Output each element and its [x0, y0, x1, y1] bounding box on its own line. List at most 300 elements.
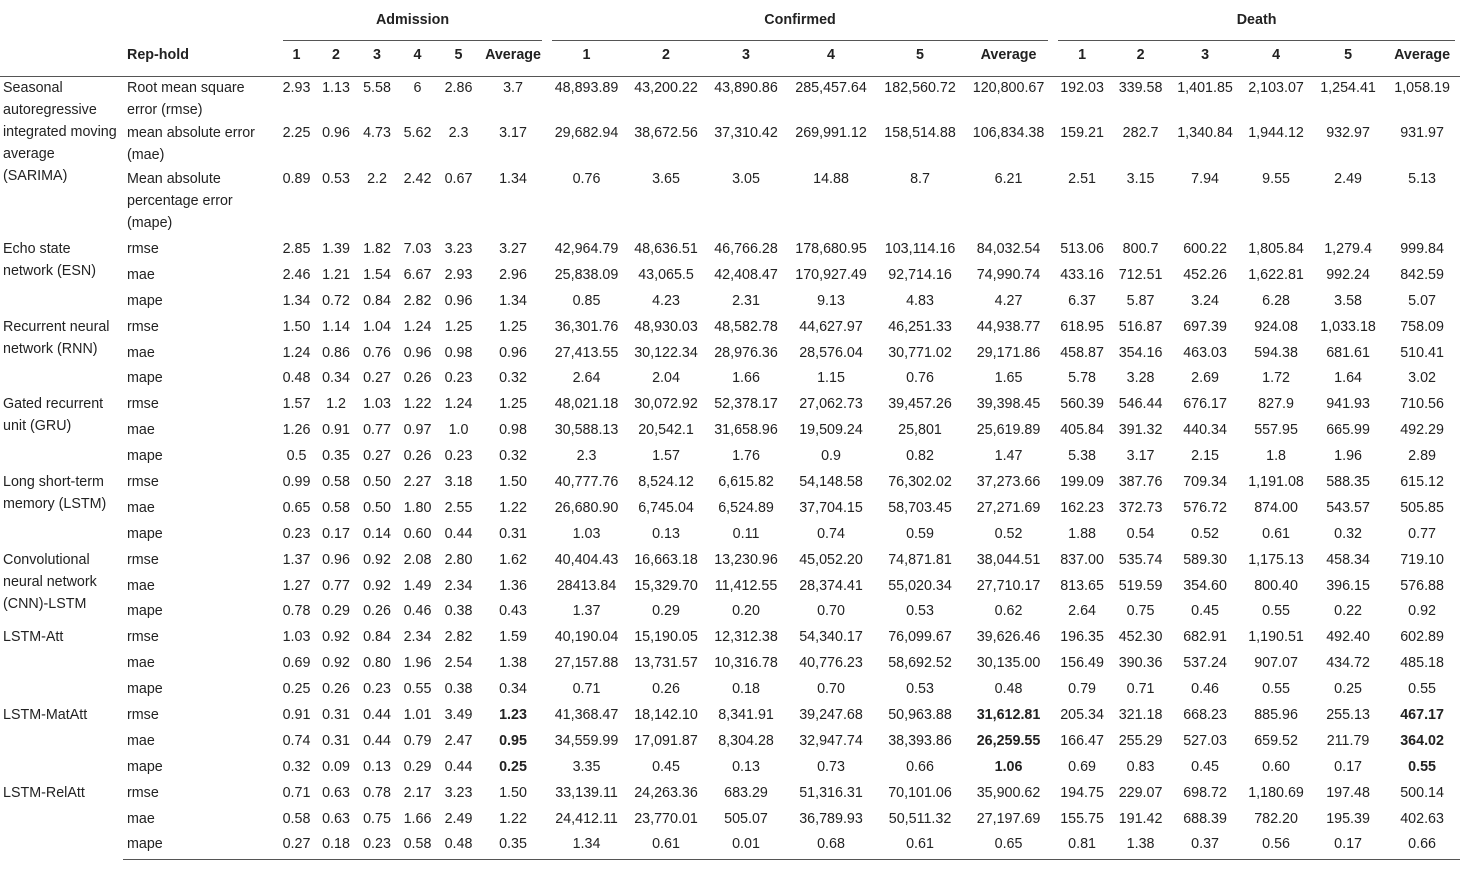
confirmed-value-cell: 58,692.52: [888, 655, 952, 672]
confirmed-value-cell: 30,588.13: [554, 422, 619, 439]
metric-label: Root mean square error (rmse): [127, 80, 245, 118]
confirmed-value-cell: 178,680.95: [795, 241, 867, 257]
death-value-cell: 405.84: [1060, 422, 1104, 439]
table-row: [0, 652, 1460, 678]
death-value-cell: 710.56: [1400, 396, 1444, 413]
confirmed-value-cell: 1.47: [994, 448, 1023, 465]
table-row: [0, 523, 1460, 549]
death-value-cell: 1,805.84: [1248, 241, 1304, 257]
death-value-cell: 618.95: [1060, 318, 1104, 335]
death-value-cell: 0.83: [1126, 758, 1155, 775]
metric-label: rmse: [127, 474, 159, 491]
column-header: 1: [547, 44, 626, 77]
admission-value-cell: 3.27: [499, 241, 527, 257]
table-row: [0, 678, 1460, 704]
death-value-cell: 0.71: [1126, 681, 1155, 698]
confirmed-value-cell: 0.68: [786, 833, 876, 859]
death-value-cell: 665.99: [1326, 422, 1370, 439]
death-value-cell: 527.03: [1183, 732, 1227, 749]
confirmed-value-cell: 1.66: [732, 370, 760, 387]
admission-value-cell: 0.55: [403, 681, 432, 698]
admission-value-cell: 7.03: [403, 241, 432, 257]
table-header: [0, 0, 1460, 77]
confirmed-value-cell: 27,710.17: [976, 577, 1041, 594]
confirmed-value-cell: 25,801: [898, 422, 942, 439]
death-value-cell: 827.9: [1258, 396, 1294, 413]
confirmed-value-cell: 30,072.92: [634, 396, 698, 413]
confirmed-value-cell: 29,171.86: [976, 344, 1041, 361]
death-value-cell: 1,191.08: [1248, 474, 1304, 491]
death-value-cell: 698.72: [1183, 784, 1227, 801]
confirmed-value-cell: 0.70: [817, 681, 845, 698]
death-value-cell: 709.34: [1183, 474, 1227, 491]
confirmed-value-cell: 8,304.28: [718, 732, 774, 749]
confirmed-value-cell: 84,032.54: [976, 241, 1041, 257]
confirmed-value-cell: 2.64: [572, 370, 601, 387]
death-value-cell: 364.02: [1400, 732, 1444, 749]
confirmed-value-cell: 3.35: [572, 758, 601, 775]
admission-value-cell: 4.73: [363, 125, 391, 141]
death-value-cell: 0.55: [1408, 681, 1436, 698]
admission-value-cell: 1.37: [282, 551, 311, 568]
table-row: [0, 264, 1460, 290]
metric-label: rmse: [127, 551, 159, 568]
admission-value-cell: 2.82: [444, 629, 473, 646]
admission-value-cell: 0.38: [444, 603, 473, 620]
column-header: 5: [438, 44, 479, 77]
death-value-cell: 485.18: [1400, 655, 1444, 672]
admission-value-cell: 0.98: [444, 344, 473, 361]
confirmed-value-cell: 32,947.74: [799, 732, 863, 749]
table-row: [0, 756, 1460, 782]
admission-value-cell: 2.80: [444, 551, 473, 568]
death-value-cell: 576.88: [1400, 577, 1444, 594]
admission-value-cell: 1.34: [499, 292, 527, 309]
admission-value-cell: 0.44: [444, 758, 473, 775]
confirmed-value-cell: 0.29: [652, 603, 680, 620]
confirmed-value-cell: 48,021.18: [554, 396, 619, 413]
death-value-cell: 396.15: [1326, 577, 1370, 594]
death-value-cell: 321.18: [1118, 707, 1163, 724]
confirmed-value-cell: 1.57: [652, 448, 680, 465]
death-value-cell: 390.36: [1118, 655, 1163, 672]
death-value-cell: 0.25: [1334, 681, 1362, 698]
confirmed-value-cell: 44,627.97: [799, 318, 863, 335]
group-label: Confirmed: [552, 0, 1048, 41]
admission-value-cell: 2.27: [403, 474, 432, 491]
death-value-cell: 5.38: [1068, 448, 1096, 465]
admission-value-cell: 2.93: [444, 266, 473, 283]
confirmed-value-cell: 1.15: [817, 370, 845, 387]
confirmed-value-cell: 37,310.42: [714, 125, 778, 141]
death-value-cell: 434.72: [1326, 655, 1370, 672]
confirmed-value-cell: 23,770.01: [634, 810, 698, 827]
admission-value-cell: 0.84: [363, 629, 391, 646]
admission-value-cell: 0.44: [444, 525, 473, 542]
admission-value-cell: 2.96: [499, 266, 527, 283]
death-value-cell: 2.51: [1068, 171, 1096, 187]
admission-value-cell: 0.13: [363, 758, 391, 775]
death-value-cell: 719.10: [1400, 551, 1444, 568]
admission-value-cell: 2.2: [367, 171, 387, 187]
metric-label: rmse: [127, 396, 159, 413]
death-value-cell: 1,279.4: [1324, 241, 1372, 257]
admission-value-cell: 0.35: [479, 833, 547, 859]
metric-label: mae: [127, 422, 155, 439]
admission-value-cell: 0.50: [363, 474, 391, 491]
death-value-cell: 2.15: [1191, 448, 1219, 465]
death-value-cell: 3.02: [1408, 370, 1436, 387]
confirmed-value-cell: 12,312.38: [714, 629, 778, 646]
confirmed-value-cell: 13,731.57: [634, 655, 698, 672]
admission-value-cell: 1.13: [322, 80, 350, 96]
column-header: 2: [1111, 44, 1170, 77]
confirmed-value-cell: 0.01: [706, 833, 786, 859]
confirmed-value-cell: 41,368.47: [554, 707, 619, 724]
admission-value-cell: 1.34: [282, 292, 311, 309]
confirmed-value-cell: 0.53: [906, 681, 934, 698]
admission-value-cell: 0.58: [397, 833, 438, 859]
confirmed-value-cell: 34,559.99: [554, 732, 619, 749]
confirmed-value-cell: 40,190.04: [554, 629, 619, 646]
death-value-cell: 3.28: [1126, 370, 1155, 387]
death-value-cell: 1,180.69: [1248, 784, 1304, 801]
confirmed-value-cell: 170,927.49: [795, 266, 867, 283]
model-name: LSTM-RelAtt: [3, 784, 85, 801]
death-value-cell: 1,944.12: [1248, 125, 1304, 141]
confirmed-value-cell: 269,991.12: [795, 125, 867, 141]
death-value-cell: 492.40: [1326, 629, 1370, 646]
admission-value-cell: 0.43: [499, 603, 527, 620]
metric-label: mean absolute error (mae): [127, 125, 255, 163]
table-row: [0, 497, 1460, 523]
admission-value-cell: 3.23: [444, 241, 473, 257]
death-value-cell: 2.49: [1334, 171, 1362, 187]
death-value-cell: 0.56: [1240, 833, 1312, 859]
confirmed-value-cell: 120,800.67: [972, 80, 1045, 96]
admission-value-cell: 0.26: [363, 603, 391, 620]
death-value-cell: 458.34: [1326, 551, 1370, 568]
admission-value-cell: 1.0: [448, 422, 469, 439]
admission-value-cell: 1.39: [322, 241, 350, 257]
table-row: [0, 168, 1460, 238]
admission-value-cell: 0.78: [363, 784, 391, 801]
death-value-cell: 0.79: [1068, 681, 1096, 698]
admission-value-cell: 1.22: [499, 499, 527, 516]
confirmed-value-cell: 13,230.96: [714, 551, 778, 568]
death-value-cell: 589.30: [1183, 551, 1227, 568]
death-value-cell: 229.07: [1118, 784, 1163, 801]
confirmed-value-cell: 25,838.09: [554, 266, 619, 283]
death-value-cell: 924.08: [1254, 318, 1298, 335]
admission-value-cell: 1.59: [499, 629, 527, 646]
admission-value-cell: 0.76: [363, 344, 391, 361]
death-value-cell: 688.39: [1183, 810, 1227, 827]
death-value-cell: 537.24: [1183, 655, 1227, 672]
metric-label: rmse: [127, 707, 159, 724]
confirmed-value-cell: 38,672.56: [634, 125, 698, 141]
confirmed-value-cell: 38,393.86: [888, 732, 952, 749]
admission-value-cell: 0.32: [499, 370, 527, 387]
admission-value-cell: 3.23: [444, 784, 473, 801]
confirmed-value-cell: 1.37: [572, 603, 601, 620]
confirmed-value-cell: 15,329.70: [634, 577, 698, 594]
confirmed-value-cell: 6.21: [994, 171, 1023, 187]
admission-value-cell: 0.44: [363, 732, 391, 749]
death-value-cell: 339.58: [1118, 80, 1163, 96]
table-row: [0, 419, 1460, 445]
model-name: LSTM-Att: [3, 629, 64, 646]
admission-value-cell: 6.67: [403, 266, 432, 283]
column-header: Average: [479, 44, 547, 77]
confirmed-value-cell: 0.61: [626, 833, 706, 859]
death-value-cell: 588.35: [1326, 474, 1370, 491]
admission-value-cell: 0.84: [363, 292, 391, 309]
admission-value-cell: 0.17: [322, 525, 350, 542]
metric-label: mae: [127, 655, 155, 672]
death-value-cell: 1,340.84: [1177, 125, 1233, 141]
admission-value-cell: 0.63: [322, 784, 350, 801]
table-body: [0, 77, 1460, 860]
admission-value-cell: 1.66: [403, 810, 432, 827]
confirmed-value-cell: 0.62: [994, 603, 1023, 620]
model-name: Recurrent neural network (RNN): [3, 318, 110, 357]
death-value-cell: 543.57: [1326, 499, 1370, 516]
column-header: 3: [1170, 44, 1240, 77]
death-value-cell: 0.55: [1262, 681, 1290, 698]
empty-header-cell: [0, 44, 123, 77]
admission-value-cell: 1.82: [363, 241, 391, 257]
admission-value-cell: 0.26: [322, 681, 350, 698]
admission-value-cell: 5.62: [403, 125, 432, 141]
confirmed-value-cell: 6,524.89: [718, 499, 774, 516]
admission-value-cell: 0.38: [444, 681, 473, 698]
death-value-cell: 2,103.07: [1248, 80, 1304, 96]
confirmed-value-cell: 27,271.69: [976, 499, 1041, 516]
confirmed-value-cell: 0.26: [652, 681, 680, 698]
death-value-cell: 5.87: [1126, 292, 1155, 309]
confirmed-value-cell: 0.76: [906, 370, 934, 387]
admission-value-cell: 1.25: [499, 396, 527, 413]
death-value-cell: 2.89: [1408, 448, 1436, 465]
empty-header-cell: [0, 0, 123, 44]
death-value-cell: 0.60: [1262, 758, 1290, 775]
admission-value-cell: 0.32: [282, 758, 311, 775]
confirmed-value-cell: 4.27: [994, 292, 1023, 309]
admission-value-cell: 1.14: [322, 318, 350, 335]
model-name: LSTM-MatAtt: [3, 707, 88, 724]
confirmed-value-cell: 2.04: [652, 370, 680, 387]
death-value-cell: 372.73: [1118, 499, 1163, 516]
admission-value-cell: 1.03: [363, 396, 391, 413]
admission-value-cell: 0.89: [282, 171, 311, 187]
confirmed-value-cell: 42,408.47: [714, 266, 778, 283]
death-value-cell: 0.45: [1191, 603, 1219, 620]
death-value-cell: 0.32: [1334, 525, 1362, 542]
confirmed-value-cell: 28413.84: [556, 577, 617, 594]
confirmed-value-cell: 74,871.81: [888, 551, 952, 568]
group-header-row: [0, 0, 1460, 44]
confirmed-group-header: [547, 0, 1053, 44]
death-value-cell: 510.41: [1400, 344, 1444, 361]
table-row: [0, 316, 1460, 342]
admission-value-cell: 1.04: [363, 318, 391, 335]
admission-value-cell: 3.49: [444, 707, 473, 724]
death-value-cell: 941.93: [1326, 396, 1370, 413]
admission-value-cell: 0.74: [282, 732, 311, 749]
admission-value-cell: 0.14: [363, 525, 391, 542]
death-value-cell: 1,058.19: [1394, 80, 1450, 96]
confirmed-value-cell: 37,704.15: [799, 499, 863, 516]
death-value-cell: 282.7: [1122, 125, 1159, 141]
confirmed-value-cell: 54,340.17: [799, 629, 863, 646]
confirmed-value-cell: 31,612.81: [976, 707, 1041, 724]
admission-value-cell: 0.80: [363, 655, 391, 672]
admission-value-cell: 0.23: [363, 681, 391, 698]
death-value-cell: 194.75: [1060, 784, 1104, 801]
death-value-cell: 535.74: [1118, 551, 1163, 568]
confirmed-value-cell: 36,301.76: [554, 318, 619, 335]
death-value-cell: 681.61: [1326, 344, 1370, 361]
metric-label: rmse: [127, 241, 159, 257]
admission-value-cell: 0.5: [286, 448, 307, 465]
admission-value-cell: 2.34: [403, 629, 432, 646]
admission-value-cell: 0.65: [282, 499, 311, 516]
admission-value-cell: 6: [413, 80, 422, 96]
admission-value-cell: 0.44: [363, 707, 391, 724]
admission-value-cell: 0.29: [403, 758, 432, 775]
death-value-cell: 594.38: [1254, 344, 1298, 361]
group-label: Admission: [283, 0, 542, 41]
confirmed-value-cell: 0.52: [994, 525, 1023, 542]
admission-value-cell: 0.23: [444, 370, 473, 387]
admission-value-cell: 0.31: [322, 707, 350, 724]
death-value-cell: 0.61: [1262, 525, 1290, 542]
table-row: [0, 704, 1460, 730]
confirmed-value-cell: 1.76: [732, 448, 760, 465]
admission-value-cell: 0.48: [282, 370, 311, 387]
admission-value-cell: 0.26: [403, 370, 432, 387]
admission-value-cell: 1.50: [499, 474, 527, 491]
confirmed-value-cell: 20,542.1: [638, 422, 694, 439]
table-row: [0, 445, 1460, 471]
death-value-cell: 500.14: [1400, 784, 1444, 801]
admission-value-cell: 1.25: [499, 318, 527, 335]
admission-value-cell: 0.77: [363, 422, 391, 439]
confirmed-value-cell: 74,990.74: [976, 266, 1041, 283]
table-row: [0, 471, 1460, 497]
confirmed-value-cell: 76,302.02: [888, 474, 952, 491]
confirmed-value-cell: 0.18: [732, 681, 760, 698]
confirmed-value-cell: 11,412.55: [714, 577, 778, 594]
confirmed-value-cell: 46,766.28: [714, 241, 778, 257]
death-value-cell: 9.55: [1262, 171, 1290, 187]
confirmed-value-cell: 0.9: [821, 448, 841, 465]
model-name: Echo state network (ESN): [3, 241, 96, 279]
model-name: Seasonal autoregressive integrated moving average (SARIMA): [3, 80, 117, 184]
metric-label: mape: [127, 370, 163, 387]
admission-value-cell: 2.3: [448, 125, 469, 141]
admission-value-cell: 0.58: [322, 474, 350, 491]
rep-hold-header: Rep-hold: [123, 44, 278, 77]
admission-value-cell: 0.71: [282, 784, 311, 801]
admission-value-cell: 2.93: [282, 80, 311, 96]
confirmed-value-cell: 0.73: [817, 758, 845, 775]
column-header: 4: [786, 44, 876, 77]
death-value-cell: 0.45: [1191, 758, 1219, 775]
confirmed-value-cell: 1.65: [994, 370, 1023, 387]
admission-value-cell: 0.98: [499, 422, 527, 439]
column-header: 3: [357, 44, 397, 77]
admission-value-cell: 0.27: [363, 448, 391, 465]
confirmed-value-cell: 182,560.72: [884, 80, 956, 96]
confirmed-value-cell: 48,893.89: [554, 80, 619, 96]
table-row: [0, 342, 1460, 368]
death-value-cell: 1,033.18: [1320, 318, 1376, 335]
death-value-cell: 255.13: [1326, 707, 1370, 724]
confirmed-value-cell: 3.05: [732, 171, 760, 187]
death-value-cell: 0.69: [1068, 758, 1096, 775]
admission-value-cell: 0.35: [322, 448, 350, 465]
confirmed-value-cell: 43,065.5: [638, 266, 694, 283]
admission-value-cell: 0.96: [444, 292, 473, 309]
admission-value-cell: 0.67: [444, 171, 473, 187]
death-value-cell: 0.37: [1170, 833, 1240, 859]
death-value-cell: 1.88: [1068, 525, 1096, 542]
admission-value-cell: 0.29: [322, 603, 350, 620]
admission-value-cell: 2.54: [444, 655, 473, 672]
confirmed-value-cell: 24,412.11: [555, 810, 618, 827]
death-value-cell: 6.37: [1068, 292, 1096, 309]
metric-label: mape: [123, 833, 278, 859]
column-header: 4: [397, 44, 438, 77]
confirmed-value-cell: 6,615.82: [718, 474, 774, 491]
admission-value-cell: 1.24: [282, 344, 311, 361]
admission-value-cell: 3.7: [503, 80, 523, 96]
column-header: 1: [278, 44, 315, 77]
death-value-cell: 1.64: [1334, 370, 1362, 387]
confirmed-value-cell: 30,135.00: [976, 655, 1041, 672]
admission-value-cell: 0.92: [322, 629, 350, 646]
admission-value-cell: 2.49: [444, 810, 473, 827]
column-header: 1: [1053, 44, 1111, 77]
admission-value-cell: 0.32: [499, 448, 527, 465]
death-value-cell: 6.28: [1262, 292, 1290, 309]
death-value-cell: 697.39: [1183, 318, 1227, 335]
confirmed-value-cell: 30,771.02: [888, 344, 952, 361]
confirmed-value-cell: 39,247.68: [799, 707, 863, 724]
metric-label: rmse: [127, 784, 159, 801]
metric-label: mape: [127, 758, 163, 775]
death-value-cell: 166.47: [1060, 732, 1104, 749]
confirmed-value-cell: 27,062.73: [799, 396, 863, 413]
confirmed-value-cell: 40,776.23: [799, 655, 863, 672]
metric-label: Mean absolute percentage error (mape): [127, 171, 233, 231]
death-value-cell: 3.58: [1334, 292, 1362, 309]
column-header: 4: [1240, 44, 1312, 77]
death-value-cell: 1,175.13: [1248, 551, 1304, 568]
death-value-cell: 195.39: [1326, 810, 1370, 827]
confirmed-value-cell: 39,626.46: [976, 629, 1041, 646]
death-value-cell: 467.17: [1400, 707, 1444, 724]
admission-value-cell: 2.47: [444, 732, 473, 749]
death-value-cell: 0.55: [1408, 758, 1436, 775]
admission-value-cell: 0.96: [322, 551, 350, 568]
confirmed-value-cell: 0.70: [817, 603, 845, 620]
death-value-cell: 255.29: [1118, 732, 1163, 749]
death-value-cell: 676.17: [1183, 396, 1227, 413]
confirmed-value-cell: 26,259.55: [976, 732, 1041, 749]
